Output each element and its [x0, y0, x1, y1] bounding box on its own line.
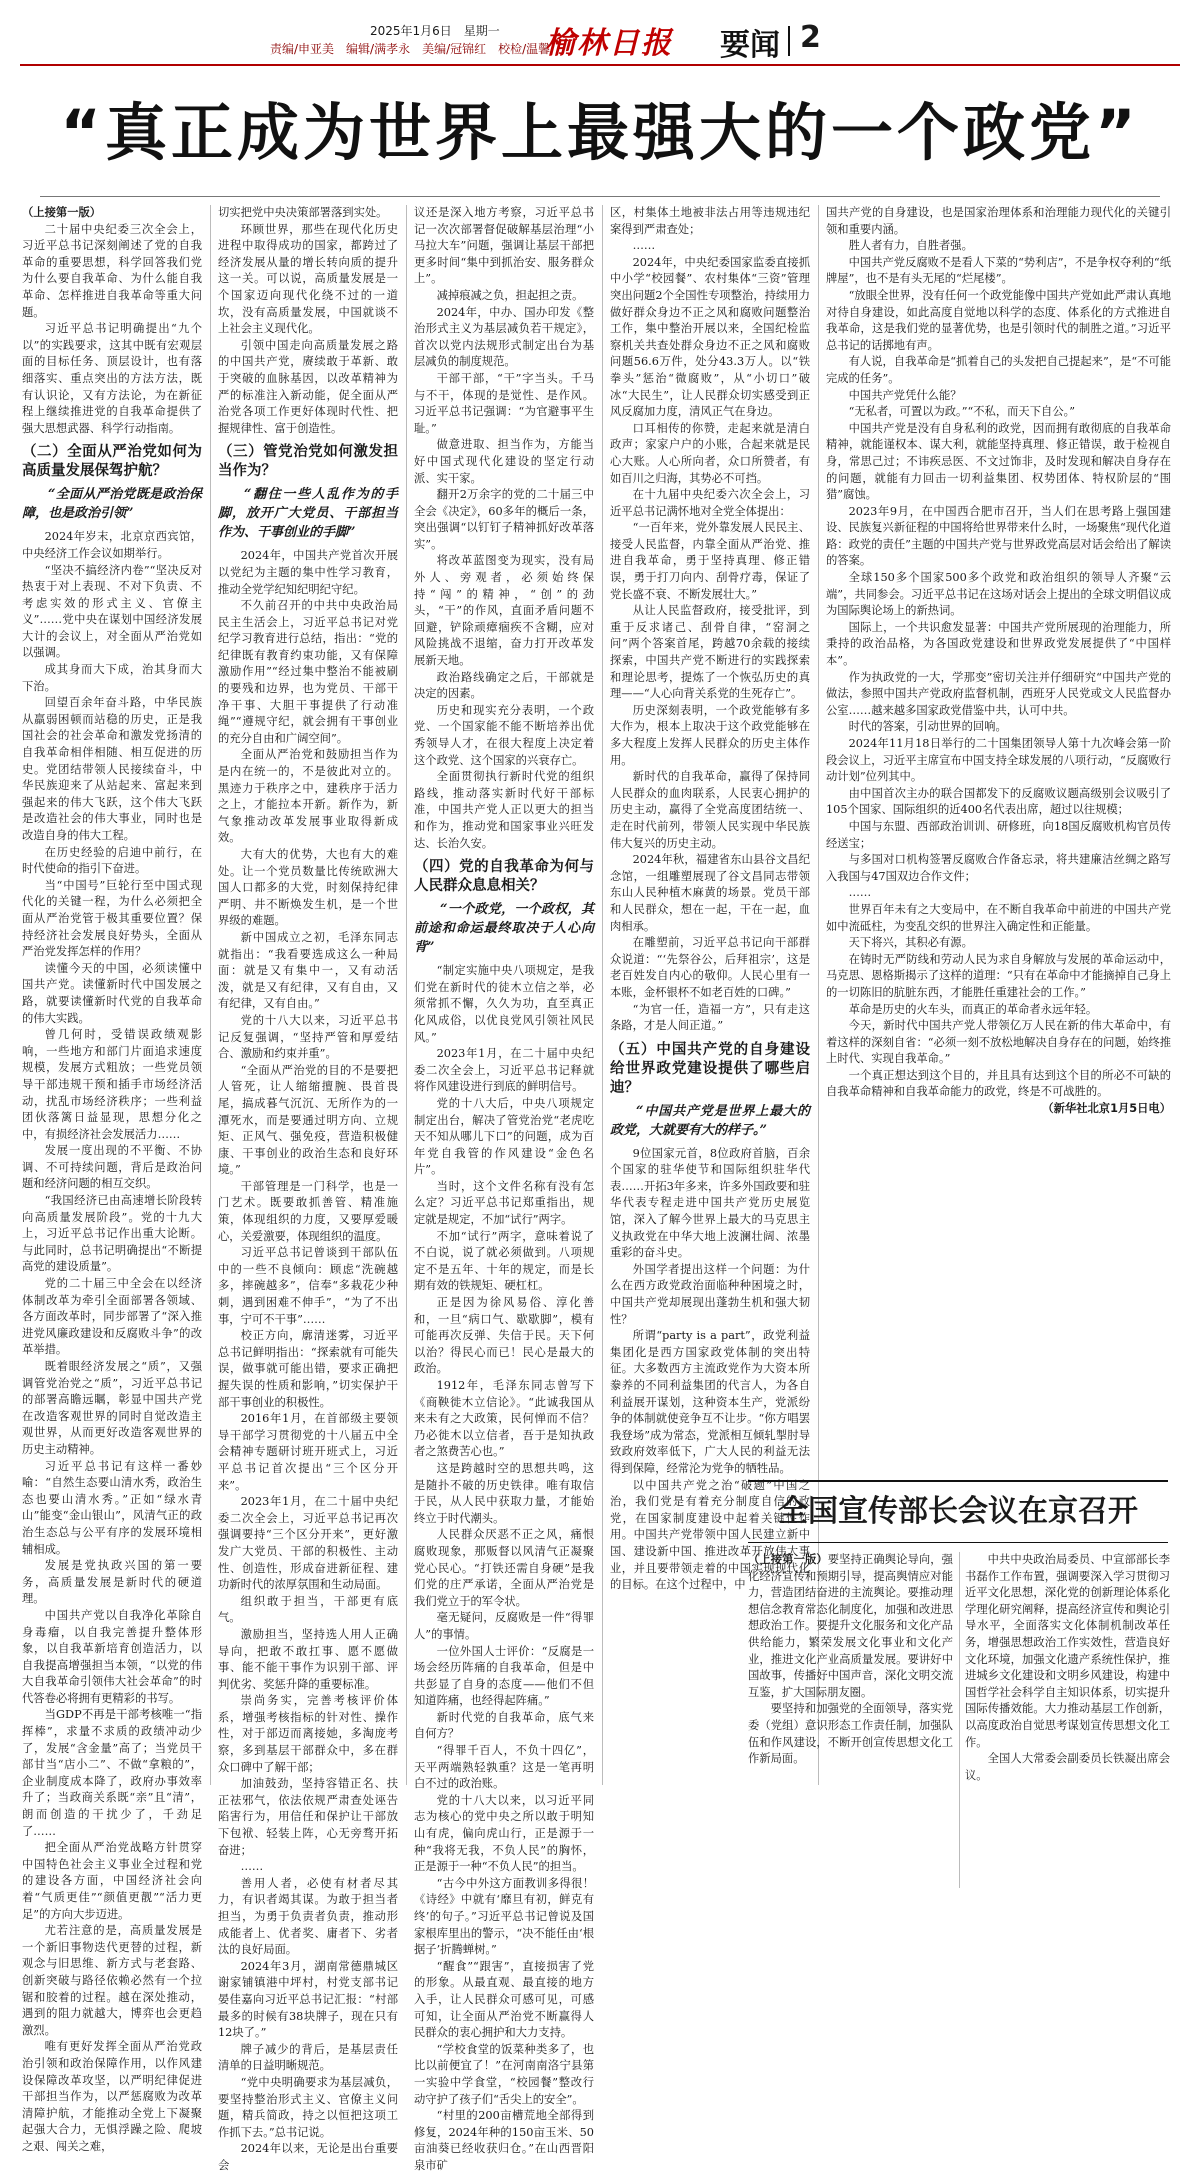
paragraph: 2016年1月，在首部级主要领导干部学习贯彻党的十八届五中全会精神专题研讨班开班式上，习近平总书记首次提出“三个区分开来”。 [218, 1412, 398, 1492]
paragraph: 与多国对口机构签署反腐败合作备忘录，将共建廉洁丝绸之路写入我国与47国双边合作文件； [826, 853, 1171, 883]
paragraph: 中国共产党凭什么能？ [848, 388, 962, 402]
article-column-1 [22, 205, 202, 2153]
paragraph: 毫无疑问，反腐败是一件“得罪人”的事情。 [414, 1611, 594, 1641]
paragraph: “得罪千百人，不负十四亿”，天平两端熟轻孰重？这是一笔再明白不过的政治账。 [414, 1744, 594, 1791]
column-divider [210, 205, 211, 1785]
paragraph: 全面贯彻执行新时代党的组织路线，推动落实新时代好干部标准，中国共产党人正以更大的担当和作为，推动党和国家事业兴旺发达、长治久安。 [414, 770, 594, 850]
paragraph: 引领中国走向高质量发展之路的中国共产党，赓续敢于革新、敢于突破的血脉基因，以改革精神为严的标准注入新动能，促全面从严治党各项工作更好体现时代性、把握规律性、富于创造性。 [218, 338, 398, 435]
paragraph: 历史和现实充分表明，一个政党、一个国家能不能不断培养出优秀领导人才，在很大程度上决定着这个政党、这个国家的兴衰存亡。 [414, 703, 594, 767]
paragraph: 这是跨越时空的思想共鸣，这是随扑不破的历史铁律。唯有取信于民，从人民中获取力量，才能始终立于时代潮头。 [414, 1461, 594, 1525]
paragraph: “醒食”“跟害”，直接损害了党的形象。从最直观、最直接的地方入手，让人民群众可感可见，可感可知，让全面从严治党不断赢得人民群众的衷心拥护和大力支持。 [414, 1959, 594, 2040]
paragraph: 2024年11月18日举行的二十国集团领导人第十九次峰会第一阶段会议上，习近平主席宣布中国支持全球发展的八项行动，“反腐败行动计划”位列其中。 [826, 737, 1171, 784]
paragraph: 当GDP不再是干部考核唯一“指挥棒”，求量不求质的政绩冲动少了，发展“含金量”高了；当党员干部甘当“店小二”、不做“拿粮的”，企业制度成本降了，政府办事效率升了；当政商关系既“亲”且“清”，朗而创造的干扰少了，千劲足了…… [22, 1708, 202, 1838]
paragraph: 既着眼经济发展之“质”，又强调管党治党之“质”，习近平总书记的部署高瞻远瞩，彰显中国共产党在改造客观世界的同时自觉改造主观世界，从而更好改造客观世界的历史主动精神。 [22, 1360, 202, 1456]
paragraph: 把全面从严治党战略方针贯穿中国特色社会主义事业全过程和党的建设各方面，中国经济社会向着“气质更佳”“颜值更靓”“活力更足”的方向大步迈进。 [22, 1841, 202, 1921]
paragraph: 从让人民监督政府，接受批评，到重于反求诸己、刮骨自律，“窑洞之问”两个答案首尾，跨越70余载的接续探索，中国共产党不断进行的实践探索和理论思考，提炼了一个恢弘历史的真理——“人心向背关系党的生死存亡”。 [610, 604, 810, 701]
paragraph: 尤若注意的是，高质量发展是一个新旧事物迭代更替的过程，新观念与旧思维、新方式与老套路、创新突破与路径依赖必然有一个拉锯和胶着的过程。越在深处推动，遇到的阻力就越大，博弈也会更趋激烈。 [22, 1924, 202, 2037]
paragraph: “学校食堂的饭菜种类多了，也比以前便宜了！”在河南南洛宁县第一实验中学食堂，“校园餐”整改行动守护了孩子们“舌尖上的安全”。 [414, 2042, 594, 2106]
section-quote-4: “一个政党，一个政权，其前途和命运最终取决于人心向背” [414, 902, 594, 956]
paragraph: 所谓“party is a part”，政党利益集团化是西方国家政党体制的突出特征。大多数西方主流政党作为大资本所豢养的不同利益集团的代言人，为各自利益展开谋划，这种资本生产，党派纷争的体制就使竞争互不让步。“你方唱罢我登场”成为常态，党派相互倾轧掣肘导致政府效率低下，广大人民的利益无法得到保障，经常沦为党争的牺牲品。 [610, 1329, 810, 1475]
article-column-2 [218, 205, 398, 2172]
paragraph: 党的十八大以来，习近平总书记反复强调，“坚持严管和厚爱结合、激励和约束并重”。 [218, 1013, 398, 1061]
secondary-column-2 [965, 1552, 1170, 1888]
paragraph: 历史深刻表明，一个政党能够有多大作为，根本上取决于这个政党能够在多大程度上发挥人民群众的历史主体作用。 [610, 703, 810, 767]
paragraph: 中国共产党以自我净化革除自身毒瘤，以自我完善提升整体形象，以自我革新培育创造活力，以自我提高增强担当本领，“以党的伟大自我革命引领伟大社会革命”的时代答卷必将拥有更精彩的书写。 [22, 1608, 202, 1705]
paragraph: 国共产党的自身建设，也是国家治理体系和治理能力现代化的关键引领和重要内涵。 [826, 206, 1171, 236]
paragraph: 党的二十届三中全会在以经济体制改革为牵引全面部署各领域、各方面改革时，同步部署了“深入推进党风廉政建设和反腐败斗争”的改革举措。 [22, 1277, 202, 1357]
paragraph: 2023年9月，在中国西合肥市召开，当人们在思考路上强国建设、民族复兴新征程的中国将给世界带来什么时，一场聚焦“现代化道路：政党的责任”主题的中国共产党与世界政党高层对话会给出了解读的答案。 [826, 504, 1171, 568]
paragraph: 做意进取、担当作为，方能当好中国式现代化建设的坚定行动派、实干家。 [414, 438, 594, 485]
paragraph: 时代的答案，引动世界的回响。 [848, 720, 1007, 734]
paragraph: 习近平总书记有这样一番妙喻：“自然生态要山清水秀，政治生态也要山清水秀。”正如“绿水青山”能变“金山银山”，风清气正的政治生态总与公平有序的发展环境相辅相成。 [22, 1459, 202, 1556]
issue-date: 2025年1月6日 星期一 [370, 24, 500, 38]
paragraph: 发展是党执政兴国的第一要务，高质量发展是新时代的硬道理。 [22, 1559, 202, 1606]
paragraph: 善用人者，必使有材者尽其力，有识者竭其谋。为敢于担当者担当，为勇于负责者负责，推动形成能者上、优者奖、庸者下、劣者汰的良好局面。 [218, 1876, 398, 1957]
paragraph: 环顾世界，那些在现代化历史进程中取得成功的国家，都跨过了经济发展从量的增长转向质的提升这一关。可以说，高质量发展是一个国家迈向现代化绕不过的一道坎，没有高质量发展，中国就谈不上社会主义现代化。 [218, 222, 398, 336]
paragraph: 一位外国人士评价：“反腐是一场会经历阵痛的自我革命，但是中共彭显了自身的态度——他们不但知道阵痛，也经得起阵痛。” [414, 1644, 594, 1708]
paragraph: 2024年，中央纪委国家监委直接抓中小学“校园餐”、农村集体“三资”管理突出问题2个全国性专项整治，持续用力做好群众身边不正之风和腐败问题整治工作，集中整治开展以来，全国纪检监察机关共查处群众身边不正之风和腐败问题56.6万件，处分43.3万人。以“铁拳头”惩治“微腐败”，从“小切口”破冰“大民生”，让人民群众切实感受到正风反腐加力度，清风正气在身边。 [610, 255, 810, 419]
editors-credit: 责编/申亚美 编辑/满孝永 美编/冠锦红 校检/温馨 [270, 42, 551, 56]
paragraph: 外国学者提出这样一个问题：为什么在西方政党政治面临种种困境之时，中国共产党却展现出蓬勃生机和强大韧性？ [610, 1262, 810, 1326]
paragraph: …… [240, 1860, 264, 1874]
paragraph: 组织敢于担当，干部更有底气。 [218, 1594, 398, 1625]
paragraph: 当“中国号”巨轮行至中国式现代化的关键一程，为什么必须把全面从严治党管于极其重要位置？保持经济社会发展良好势头，全面从严治党发挥怎样的作用？ [22, 878, 202, 959]
paragraph: 1912年，毛泽东同志曾写下《商鞅徙木立信论》。“此诚我国从来未有之大政策，民何惮而不信？乃必徙木以立信者，吾于是知执政者之煞费苦心也。” [414, 1379, 594, 1459]
paragraph: 政治路线确定之后，干部就是决定的因素。 [414, 670, 594, 701]
paragraph: 牌子减少的背后，是基层责任清单的日益明晰规范。 [218, 2042, 398, 2073]
paragraph: “一百年来，党外靠发展人民民主、接受人民监督，内靠全面从严治党、推进自我革命，勇于坚持真理、修正错误，勇于打刀向内、刮骨疗毒，保证了党长盛不衰、不断发展壮大。” [610, 521, 810, 601]
paragraph: 成其身而大下成，治其身而大下治。 [22, 663, 202, 693]
paragraph: 翻开2万余字的党的二十届三中全会《决定》，60多年的概后一条，突出强调“以钉钉子精神抓好改革落实”。 [414, 488, 594, 551]
paragraph: 当时，这个文件名称有没有怎么定？习近平总书记郑重指出，规定就是规定，不加“试行”两字。 [414, 1179, 594, 1227]
paragraph: 中国共产党是没有自身私利的政党，因而拥有敢彻底的自我革命精神，就能谨权本、谋大利，就能坚持真理、修正错误，敢于检视自身，常思己过；不讳疾忌医、不文过饰非，及时发现和解决自身存在的问题，就能有力回击一切利益集团、权势团体、特权阶层的“围猎”腐蚀。 [826, 421, 1171, 502]
paragraph: “为官一任，造福一方”，只有走这条路，才是人间正道。” [610, 1002, 810, 1033]
paragraph: 口耳相传的你赞，走起来就是清白政声；家家户户的小账，合起来就是民心大账。人心所向者，众口所赞者，有如百川之归海，其势必不可挡。 [610, 421, 810, 485]
paragraph: 中共中央政治局委员、中宣部部长李书磊作工作布置，强调要深入学习贯彻习近平文化思想，深化党的创新理论体系化学理化研究阐释，提高经济宣传和舆论引导水平，全面落实文化体制机制改革任务，增强思想政治工作实效性，营造良好文化环境，加强文化遗产系统性保护，推进城乡文化建设和文明乡风建设，构建中国哲学社会科学自主知识体系，切实提升国际传播效能。大力推动基层工作创新，以高度政治自觉思考谋划宣传思想文化工作。 [965, 1553, 1170, 1749]
paragraph: 在历史经验的启迪中前行，在时代使命的指引下奋进。 [22, 845, 202, 876]
paragraph: 切实把党中央决策部署落到实处。 [218, 206, 388, 219]
paragraph: 不久前召开的中共中央政治局民主生活会上，习近平总书记对党纪学习教育进行总结，指出：“党的纪律既有教育约束功能，又有保障激励作用”“经过集中整治不能被刷的要残和边界，也为党员、干部干净干事、大胆干事提供了行动准绳”“遵规守纪，就会拥有干事创业的充分自由和广阔空间”。 [218, 599, 398, 745]
masthead [20, 18, 1180, 66]
section-quote-5: “中国共产党是世界上最大的政党，大就要有大的样子。” [610, 1103, 810, 1138]
paragraph: 激励担当，坚持选人用人正确导向，把敢不敢扛事、愿不愿做事、能不能干事作为识别干部、评判优劣、奖惩升降的重要标准。 [218, 1627, 398, 1691]
paragraph: 不加“试行”两字，意味着说了不白说，说了就必须做到。八项规定不是五年、十年的规定，而是长期有效的铁规矩、硬杠杠。 [414, 1229, 594, 1293]
paragraph: 今天，新时代中国共产党人带领亿万人民在新的伟大革命中，有着这样的深刻自省：“必须一刻不放松地解决自身存在的问题，始终推上时代、实现自我革命。” [826, 1019, 1171, 1066]
section-quote-3: “翻住一些人乱作为的手脚，放开广大党员、干部担当作为、干事创业的手脚” [218, 487, 398, 541]
paragraph: 要坚持和加强党的全面领导，落实党委（党组）意识形态工作责任制，加强队伍和作风建设，不断开创宣传思想文化工作新局面。 [748, 1702, 953, 1766]
paragraph: 2024年以来，无论是出台重要会 [218, 2142, 398, 2172]
paragraph: 天下将兴，其积必有源。 [848, 936, 973, 950]
newspaper-name: 榆林日报 [545, 26, 673, 61]
paragraph: 作为执政党的一大，学那变”密切关注并仔细研究“中国共产党的做法，参照中国共产党政府监督机制，西班牙人民党或文人民监督办公室……越来越多国家政党借鉴中共，认可中共。 [826, 670, 1171, 717]
paragraph: 要坚持正确舆论导向，强化经济宣传和预期引导，提高舆情应对能力，营造团结奋进的主流舆论。要推动理想信念教育常态化制度化，加强和改进思想政治工作。要提升文化服务和文化产品供给能力，繁荣发展文化事业和文化产业，推进文化产业高质量发展。要讲好中国故事，传播好中国声音，深化文明交流互鉴，扩大国际朋友圈。 [748, 1553, 953, 1699]
column-divider [602, 205, 603, 1785]
paragraph: 2023年1月，在二十届中央纪委二次全会上，习近平总书记释就将作风建设进行到底的鲜明信号。 [414, 1047, 594, 1094]
paragraph: 在雕塑前，习近平总书记向干部群众说道：“‘先祭谷公，后拜祖宗’，这是老百姓发自内心的敬仰。人民心里有一本账，金杯银杯不如老百姓的口碑。” [610, 936, 810, 999]
paragraph: 回望百余年奋斗路，中华民族从羸弱困顿而站稳的历史，正是我国社会的社会革命和激发党扬清的自我革命相伴相随、相互促进的历史。党团结带领人民接续奋斗，中华民族迎来了从站起来、富起来到强起来的伟大飞跃，这个伟大飞跃是改造社会的伟大事业，同时也是改造自身的伟大工程。 [22, 696, 202, 842]
paragraph: 有人说，自我革命是“抓着自己的头发把自己提起来”，是“不可能完成的任务”。 [826, 355, 1171, 385]
paragraph: “党中央明确要求为基层减负，要坚持整治形式主义、官僚主义问题，精兵简政，持之以恒把这项工作抓下去。”总书记说。 [218, 2075, 398, 2139]
paragraph: 习近平总书记明确提出“九个以”的实践要求，这其中既有宏观层面的目标任务、顶层设计，也有落细落实、重点突出的方法方法，既有认识论，又有方法论，为在新征程上继续推进党的自我革命提供了强大思想武器、科学行动指南。 [22, 322, 202, 435]
paragraph: 新时代党的自我革命，底气来自何方？ [414, 1710, 594, 1741]
continuation-tag: （上接第一版） [748, 1553, 828, 1566]
paragraph: 区，村集体土地被非法占用等违规违纪案得到严肃查处； [610, 206, 810, 236]
paragraph: 一个真正想达到这个目的，并且具有达到这个目的所必不可缺的自我革命精神和自我革命能力的政党，终是不可战胜的。 [826, 1068, 1171, 1099]
article-column-4 [610, 205, 810, 1785]
page-number: 2 [800, 20, 821, 55]
paragraph: 世界百年未有之大变局中，在不断自我革命中前进的中国共产党如中流砥柱，为变乱交织的世界注入确定性和正能量。 [826, 902, 1171, 933]
paragraph: “无私者，可置以为政。”“不私，而天下自公。” [848, 405, 1076, 419]
section-quote-2: “全面从严治党既是政治保障，也是政治引领” [22, 487, 202, 522]
paragraph: 崇尚务实，完善考核评价体系，增强考核指标的针对性、操作性，对于部迈而离接她，多淘庞考察，多到基层干部群众中，多在群众口碑中了解干部； [218, 1694, 398, 1774]
paragraph: 以中国共产党之治“破题”中国之治，我们党是有着充分制度自信的政党，在国家制度建设中起着关键性作用。中国共产党带领中国人民建立新中国、建设新中国、推进改革开放伟大事业，并且要带领走着的中国实现现代化的目标。在这个过程中，中 [610, 1478, 810, 1592]
paragraph: 正是因为徐风易俗、淳化善和，一旦“病口气、歇歇脚”，模有可能再次反弹、失信于民。天下何以治？得民心而已！民心是最大的政治。 [414, 1296, 594, 1376]
secondary-column-1 [748, 1552, 953, 1888]
paragraph: 2024年岁末，北京京西宾馆，中央经济工作会议如期举行。 [22, 530, 202, 560]
paragraph: 在十九届中央纪委六次全会上，习近平总书记满怀地对全党全体提出： [610, 488, 810, 518]
paragraph: 全国人大常委会副委员长铁凝出席会议。 [965, 1752, 1170, 1782]
paragraph: 大有大的优势，大也有大的难处。让一个党员数量比传统欧洲大国人口都多的大党，时刻保持纪律严明、井不断焕发生机，是一个世界级的难题。 [218, 848, 398, 928]
paragraph: “古今中外这方面教训多得很！《诗经》中就有‘靡旦有初，鲜克有终’的句子。”习近平总书记曾说及国家根库里出的警示，“决不能任由‘根据子’折腾蝉树。” [414, 1876, 594, 1957]
headline-rule [40, 196, 1160, 197]
paragraph: 在铸时无严防线和劳动人民为求自身解放与发展的革命运动中，马克思、恩格斯揭示了这样的道理：“只有在革命中才能摘掉自己身上的一切陈旧的肮脏东西，才能胜任重建社会的工作。” [826, 952, 1171, 999]
column-divider [818, 205, 819, 1785]
paragraph: 干部管理是一门科学，也是一门艺术。既要敢抓善管、精准施策，体现组织的力度，又要厚爱暖心，关爱激要，体现组织的温度。 [218, 1179, 398, 1243]
paragraph: 新中国成立之初，毛泽东同志就指出：“我看要选成这么一种局面：就是又有集中一，又有动活泼，就是又有纪律，又有自由，又有纪律，又有自由。” [218, 930, 398, 1011]
paragraph: “村里的200亩槽荒地全部得到修复，2024年种的150亩玉米、50亩油葵已经收获归仓。”在山西晋阳泉市矿 [414, 2109, 594, 2172]
paragraph: 9位国家元首，8位政府首脑，百余个国家的驻华使节和国际组织驻华代表……开拓3年多来，许多外国政要和驻华代表专程走进中国共产党历史展览馆，深入了解今世界上最大的马克思主义执政党在中华大地上波澜壮阔、浓墨重彩的奋斗史。 [610, 1146, 810, 1260]
paragraph: 革命是历史的火车头，而真正的革命者永远年轻。 [848, 1002, 1098, 1016]
paragraph: “坚决不搞经济内卷”“坚决反对热衷于对上表现、不对下负责、不考虑实效的形式主义、官僚主义”……党中央在谋划中国经济发展大计的会议上，对全面从严治党如以强调。 [22, 563, 202, 660]
secondary-headline: 全国宣传部长会议在京召开 [748, 1480, 1168, 1543]
paragraph: 国际上，一个共识愈发显著：中国共产党所展现的治理能力，所秉持的政治品格，为各国政党建设和世界政党发展提供了“中国样本”。 [826, 620, 1171, 668]
masthead-separator [788, 26, 790, 56]
paragraph: 胜人者有力，自胜者强。 [848, 239, 973, 253]
paragraph: “放眼全世界，没有任何一个政党能像中国共产党如此严肃认真地对待自身建设，如此高度自觉地以科学的态度、体系化的方式推进自我革命，这是我们党的显著优势，也是引领时代的制胜之道。”习近平总书记的话掷地有声。 [826, 288, 1171, 352]
paragraph: “全面从严治党的目的不是要把人管死，让人缩缩擅腕、畏首畏尾，搞成暮气沉沉、无所作为的一潭死水，而是要通过明方向、立规矩、正风气、强免疫，营造积极健康、干事创业的政治生态和良好环境。” [218, 1063, 398, 1177]
article-dateline: （新华社北京1月5日电） [1042, 1102, 1171, 1116]
paragraph: 曾几何时，受错误政绩观影响，一些地方和部门片面追求速度规模，发展方式粗放；一些党员领导干部违规干预和插手市场经济活动，扰乱市场经济秩序；一些利益团伙落篱日益显现，思想分化之中，有损经济社会发展活力…… [22, 1028, 202, 1141]
article-column-5 [826, 205, 1171, 1470]
paragraph: 议还是深入地方考察，习近平总书记一次次部署督促破解基层治理“小马拉大车”问题，强调让基层干部把更多时间“集中到抓治安、服务群众上”。 [414, 206, 594, 286]
paragraph: 党的十八大后，中央八项规定制定出台，解决了管党治党“老虎吃天不知从哪儿下口”的问题，成为百年党自我管的作风建设“金色名片”。 [414, 1096, 594, 1177]
paragraph: 加油鼓劲，坚持容错正名、扶正祛邪气，依法依规严肃查处诬告陷害行为，用信任和保护让干部放下包袱、轻装上阵，心无旁骛开拓奋进； [218, 1777, 398, 1857]
paragraph: …… [632, 239, 656, 253]
paragraph: 全面从严治党和鼓励担当作为是内在统一的，不是彼此对立的。黑迹力于秩序之中，建秩序于活力之上，才能拉本开新。新作为，新气象推动改革发展事业取得新成效。 [218, 748, 398, 845]
paragraph: “我国经济已由高速增长阶段转向高质量发展阶段”。党的十九大上，习近平总书记作出重大论断。与此同时，总书记明确提出“不断提高党的建设质量”。 [22, 1194, 202, 1274]
paragraph: 由中国首次主办的联合国都发下的反腐败议题高级别会议吸引了105个国家、国际组织的近400名代表出席，超过以往规模； [826, 786, 1171, 817]
paragraph: 习近平总书记曾谈到干部队伍中的一些不良倾向：顾虑“洗碗越多，摔碗越多”，信奉“多栽花少种刺，遇到困难不伸手”，“为了不出事，宁可不干事”…… [218, 1246, 398, 1326]
paragraph: …… [848, 886, 872, 900]
paragraph: 减掉痕减之负，担起担之责。 [436, 288, 584, 302]
paragraph: 2024年3月，湖南常德鼎城区谢家铺镇港中坪村，村党支部书记晏佳嘉向习近平总书记汇报：“村部最多的时候有38块牌子，现在只有12块了。” [218, 1959, 398, 2040]
paragraph: 全球150多个国家500多个政党和政治组织的领导人齐聚“云端”，共同参会。习近平总书记在这场对话会上提出的全球文明倡议成为国际舆论场上的新热词。 [826, 571, 1171, 618]
continuation-tag: （上接第一版） [22, 206, 102, 219]
section-heading-5: （五）中国共产党的自身建设给世界政党建设提供了哪些启迪？ [610, 1041, 810, 1096]
section-heading-4: （四）党的自我革命为何与人民群众息息相关？ [414, 859, 594, 895]
paragraph: 二十届中央纪委三次全会上，习近平总书记深刻阐述了党的自我革命的重要思想，科学回答我们党为什么要自我革命、为什么能自我革命、怎样推进自我革命等重大问题。 [22, 222, 202, 319]
paragraph: 发展一度出现的不平衡、不协调、不可持续问题，背后是政治问题和经济问题的相互交织。 [22, 1144, 202, 1191]
section-heading-2: （二）全面从严治党如何为高质量发展保驾护航？ [22, 444, 202, 480]
paragraph: 2024年秋，福建省东山县谷文昌纪念馆，一组雕塑展现了谷文昌同志带领东山人民种植木麻黄的场景。党员干部和人民群众，想在一起，干在一起，血肉相承。 [610, 853, 810, 933]
paragraph: 唯有更好发挥全面从严治党政治引领和政治保障作用，以作风建设保障改革攻坚，以严明纪律促进干部担当作为，以严惩腐败为改革清障护航，才能推动全党上下凝聚起强大合力，无惧浮躁之险、爬坡之艰、闯关之难， [22, 2040, 202, 2153]
section-name: 要闻 [720, 28, 780, 63]
column-divider [406, 205, 407, 1785]
paragraph: 干部干部，“干”字当头。千马与不干，体现的是觉性、是作风。习近平总书记强调：“为官避事平生耻。” [414, 371, 594, 435]
column-divider [959, 1552, 960, 1888]
section-heading-3: （三）管党治党如何激发担当作为？ [218, 444, 398, 480]
paragraph: 2024年，中办、国办印发《整治形式主义为基层减负若干规定》，首次以党内法规形式制定出台为基层减负的制度规范。 [414, 305, 594, 369]
paragraph: 新时代的自我革命，赢得了保持同人民群众的血肉联系，人民衷心拥护的历史主动，赢得了全党高度团结统一、走在时代前列，带领人民实现中华民族伟大复兴的历史主动。 [610, 770, 810, 850]
paragraph: 校正方向，廓清迷雾，习近平总书记鲜明指出：“探索就有可能失误，做事就可能出错，要求正确把握失误的性质和影响，”切实保护干部干事创业的积极性。 [218, 1329, 398, 1409]
paragraph: 人民群众厌恶不正之风，痛恨腐败现象，那贩督以风清气正凝聚党心民心。“打铁还需自身硬”是我们党的庄严承诺，全面从严治党是我们党立于的军令状。 [414, 1528, 594, 1608]
paragraph: 2024年，中国共产党首次开展以党纪为主题的集中性学习教育，推动全党学纪知纪明纪守纪。 [218, 549, 398, 596]
main-headline: “真正成为世界上最强大的一个政党” [60, 96, 1140, 169]
paragraph: 党的十八大以来，以习近平同志为核心的党中央之所以敢于明知山有虎，偏向虎山行，正是源于一种“我将无我，不负人民”的胸怀，正是源于一种“不负人民”的担当。 [414, 1793, 594, 1874]
paragraph: 读懂今天的中国，必须读懂中国共产党。读懂新时代中国发展之路，就要读懂新时代党的自我革命的伟大实践。 [22, 961, 202, 1025]
article-column-3 [414, 205, 594, 2172]
paragraph: 中国与东盟、西部政治训训、研修班，向18国反腐败机构官员传经送宝； [826, 819, 1171, 850]
paragraph: 2023年1月，在二十届中央纪委二次全会上，习近平总书记再次强调要持“三个区分开来”，更好激发广大党员、干部的积极性、主动性、创造性，形成奋进新征程、建功新时代的浓厚氛围和生动局面。 [218, 1495, 398, 1592]
paragraph: “制定实施中央八项规定，是我们党在新时代的徒木立信之举，必须常抓不懈，久久为功，直至真正化风成俗，以优良党风引领社风民风。” [414, 964, 594, 1044]
paragraph: 将改革蓝图变为现实，没有局外人、旁观者，必须始终保持“闯”的精神，“创”的劲头，“干”的作风，直面矛盾问题不回避，铲除顽瘴痼疾不含糊，应对风险挑战不退缩，奋力打开改革发展新天地。 [414, 554, 594, 668]
paragraph: 中国共产党反腐败不是看人下菜的“势利店”，不是争权夺利的“纸牌屋”，也不是有头无尾的“烂尾楼”。 [826, 255, 1171, 286]
